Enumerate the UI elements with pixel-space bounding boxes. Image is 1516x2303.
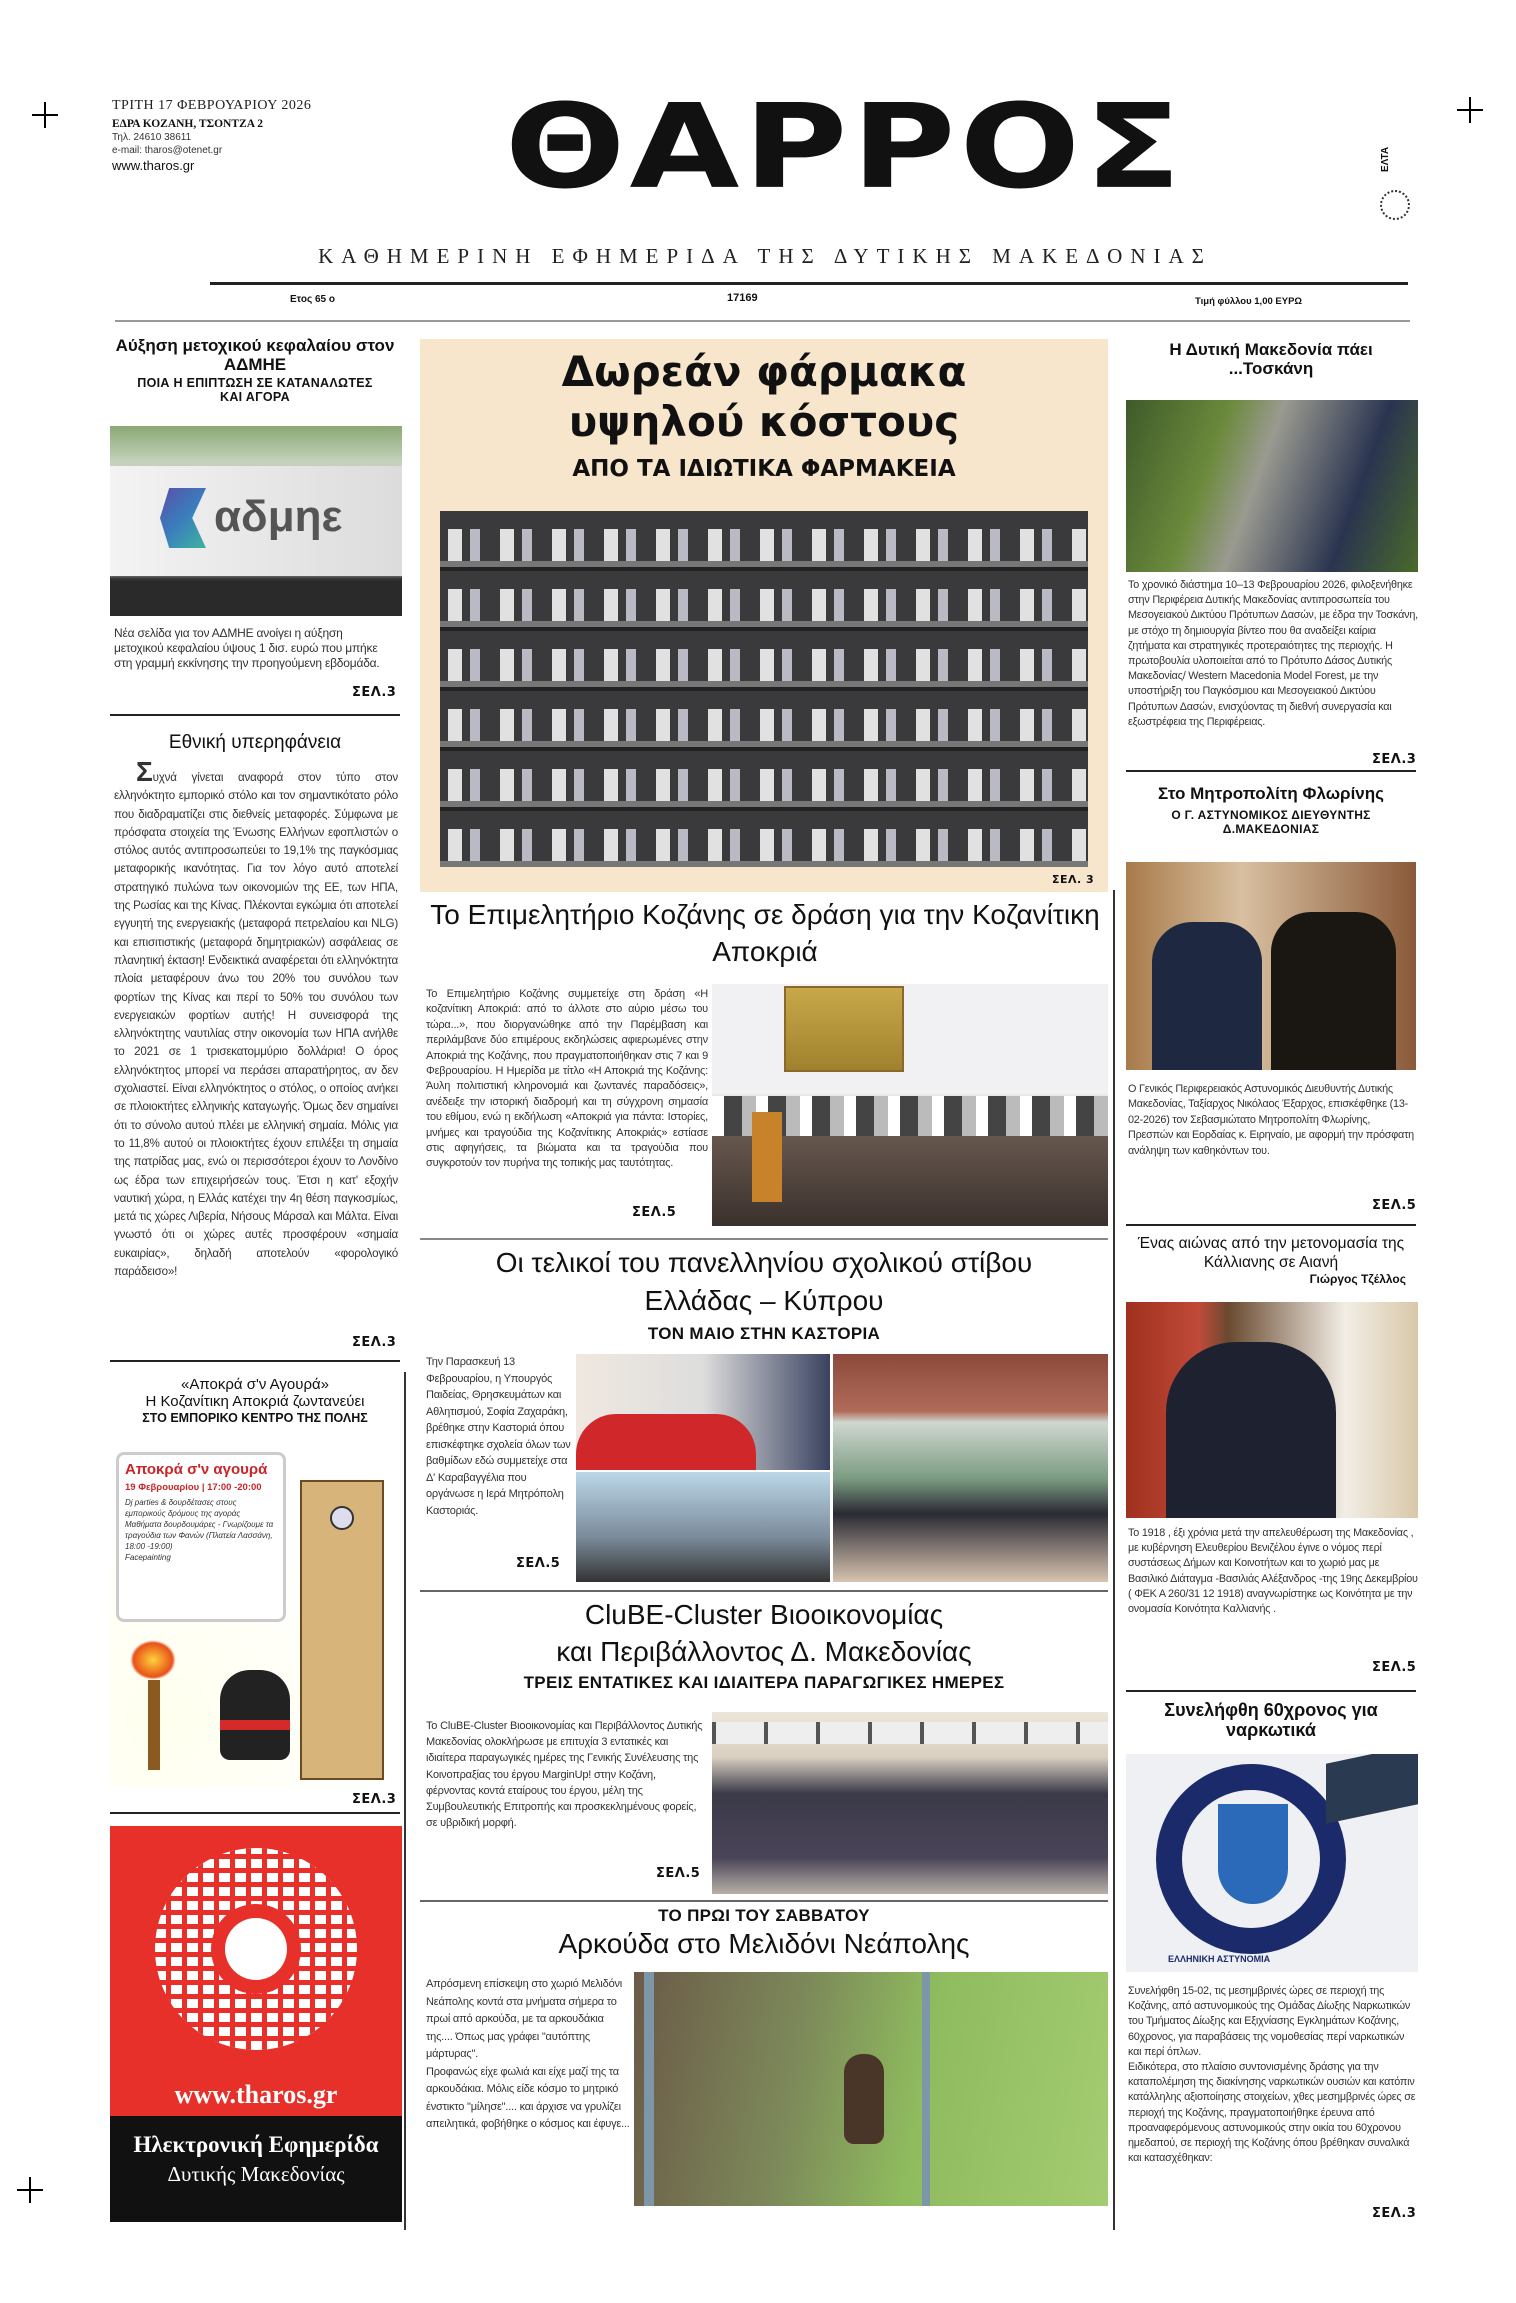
clube-subheadline: ΤΡΕΙΣ ΕΝΤΑΤΙΚΕΣ ΚΑΙ ΙΔΙΑΙΤΕΡΑ ΠΑΡΑΓΩΓΙΚΕΣ ΗΜΕΡΕΣ [523, 1673, 1005, 1692]
newspaper-logo: ΘΑΡΡΟΣ [504, 79, 1186, 215]
arrest-headline: Συνελήφθη 60χρονος για ναρκωτικά [1164, 1700, 1378, 1741]
police-shield-icon [1218, 1804, 1288, 1904]
masthead-info [112, 98, 392, 173]
florina-subheadline: Ο Γ. ΑΣΤΥΝΟΜΙΚΟΣ ΔΙΕΥΘΥΝΤΗΣ Δ.ΜΑΚΕΔΟΝΙΑΣ [1171, 808, 1371, 836]
page-ref[interactable]: ΣΕΛ.5 [632, 1205, 677, 1220]
elta-postal-logo: ΕΛΤΑ [1376, 128, 1412, 228]
tuscany-body: Το χρονικό διάστημα 10–13 Φεβρουαρίου 2026, φιλοξενήθηκε στην Περιφέρεια Δυτικής Μακεδονίας αντιπροσωπεία του Μεσογειακού Δικτύου Πρότυπων Δασών, με έδρα την Τοσκάνη, με στόχο τη δημιουργία βίντεο που θα αναδείξει καίρια ζητήματα και στρατηγικές προτεραιότητες της περιοχής. Η πρωτοβουλία υλοποιείται από το Πρότυπο Δάσος Δυτικής Μακεδονίας/ Western Macedonia Model Forest, με την υποστήριξη του Παγκόσμιου και Μεσογειακού Δικτύου Πρότυπων Δασών, ενισχύοντας τη διεθνή συνεργασία και εξωστρέφεια της Περιφέρειας. [1128, 579, 1418, 728]
clube-headline: CluBE-Cluster Βιοοικονομίας και Περιβάλλοντος Δ. Μακεδονίας [556, 1599, 972, 1667]
minister-school-photo-2 [576, 1472, 830, 1582]
article-admie[interactable] [110, 336, 400, 404]
page-ref[interactable]: ΣΕΛ.3 [352, 1335, 397, 1350]
aiani-body: Το 1918 , έξι χρόνια μετά την απελευθέρωση της Μακεδονίας , με κυβέρνηση Ελευθερίου Βενιζέλου έγινε ο νόμος περί συστάσεως Δήμων και Κοινοτήτων και το χωριό μας με Βασιλικό Διάταγμα -Βασιλιάς Αλέξανδρος -της 19ης Δεκεμβρίου ( ΦΕΚ Α 260/31 12 1918) αναγνωρίστηκε ως Κοινότητα με την ονομασία Κοινότητα Καλλιανής . [1128, 1527, 1418, 1616]
article-summary: Νέα σελίδα για τον ΑΔΜΗΕ ανοίγει η αύξηση μετοχικού κεφαλαίου ύψους 1 δισ. ευρώ που μπήκε στη γραμμή εκκίνησης την προηγούμενη εβδομάδα. [114, 626, 380, 671]
crop-mark [32, 102, 58, 128]
address: ΕΔΡΑ ΚΟΖΑΝΗ, ΤΣΟΝΤΖΑ 2 [112, 118, 263, 130]
fire-icon [130, 1640, 176, 1680]
clube-group-photo [712, 1712, 1108, 1894]
page-ref[interactable]: ΣΕΛ.3 [352, 1792, 397, 1807]
minister-school-photo-1 [576, 1354, 830, 1470]
florina-visit-photo [1126, 862, 1416, 1070]
lead-story[interactable] [420, 339, 1108, 892]
ad-url[interactable]: www.tharos.gr [174, 2080, 338, 2109]
bear-kicker: ΤΟ ΠΡΩΙ ΤΟΥ ΣΑΒΒΑΤΟΥ [658, 1906, 870, 1925]
apokria-poster [110, 1440, 402, 1788]
tagline: ΚΑΘΗΜΕΡΙΝΗ ΕΦΗΜΕΡΙΔΑ ΤΗΣ ΔΥΤΙΚΗΣ ΜΑΚΕΔΟΝΙΑΣ [318, 244, 1212, 268]
chamber-headline: Το Επιμελητήριο Κοζάνης σε δράση για την Κοζανίτικη Αποκριά [430, 899, 1100, 967]
phone: Τηλ. 24610 38611 [112, 132, 192, 143]
school-headline: Οι τελικοί του πανελληνίου σχολικού στίβου Ελλάδας – Κύπρου [495, 1247, 1033, 1316]
clube-body: Το CluBE-Cluster Βιοοικονομίας και Περιβάλλοντος Δυτικής Μακεδονίας ολοκλήρωσε με επιτυχία 3 εντατικές και ιδιαίτερα παραγωγικές ημέρες της Γενικής Συνέλευσης της Κοινοπραξίας του έργου MarginUp! στην Κοζάνη, φέρνοντας κοντά εταίρους του έργου, μέλη της Συμβουλευτικής Επιτροπής και προσκεκλημένους φορείς, σε υβριδική μορφή. [426, 1720, 703, 1830]
article-apokria[interactable]: «Αποκρά σ'ν Αγουρά» Η Κοζανίτικη Αποκριά ζωντανεύει ΣΤΟ ΕΜΠΟΡΙΚΟ ΚΕΝΤΡΟ ΤΗΣ ΠΟΛΗΣ [142, 1376, 368, 1425]
page-ref[interactable]: ΣΕΛ.5 [516, 1556, 561, 1571]
police-badge-photo: ΕΛΛΗΝΙΚΗ ΑΣΤΥΝΟΜΙΑ [1126, 1754, 1418, 1972]
florina-headline: Στο Μητροπολίτη Φλωρίνης [1158, 784, 1384, 803]
minister-school-photo-3 [833, 1354, 1108, 1582]
headline: Αύξηση μετοχικού κεφαλαίου στον ΑΔΜΗΕ [115, 336, 395, 375]
qr-circle-icon [155, 1848, 357, 2050]
issue-number: 17169 [727, 292, 758, 304]
page-ref[interactable]: ΣΕΛ.5 [1372, 1660, 1417, 1675]
clock-tower-illustration [300, 1480, 384, 1780]
postal-stamp-icon [1380, 190, 1410, 220]
tuscany-walk-photo [1126, 400, 1418, 572]
crop-mark [1457, 97, 1483, 123]
aiani-heading: Ένας αιώνας από την μετονομασία της Κάλλιανης σε Αιανή Γιώργος Τζέλλος [1126, 1234, 1416, 1286]
crop-mark [17, 2177, 43, 2203]
page-ref[interactable]: ΣΕΛ.5 [656, 1866, 701, 1881]
email: e-mail: tharos@otenet.gr [112, 145, 223, 156]
page-ref[interactable]: ΣΕΛ. 3 [1052, 873, 1095, 886]
chamber-body: Το Επιμελητήριο Κοζάνης συμμετείχε στη δράση «Η κοζανίτικη Αποκριά: από το άλλοτε στο αύριο μέσω του τώρα...», που διοργανώθηκε από την Παρέμβαση και περιλάμβανε δύο επιμέρους εκδηλώσεις αφιερωμένες στην Αποκριά της Κοζάνης, που πραγματοποιήθηκαν στις 7 και 9 Φεβρουαρίου. Η Ημερίδα με τίτλο «Η Αποκριά της Κοζάνης: Άυλη πολιτιστική κληρονομιά και ζωντανές παραδόσεις», ανέδειξε την ιστορική διαδρομή και τη σύγχρονη σημασία του εθίμου, ενώ η εκδήλωση «Αποκριά για πάντα: Ιστορίες, μνήμες και τραγούδια της Κοζανίτικης Αποκριάς» εστίασε στις αφηγήσεις, τα βιώματα και τα τραγούδια που συγκροτούν τον πυρήνα της τοπικής μας ταυτότητας. [426, 988, 708, 1170]
year-label: Ετος 65 ο [290, 294, 335, 305]
poster-card: Αποκρά σ'ν αγουρά 19 Φεβρουαρίου | 17:00 -20:00 Dj parties & δουρδέτασες στους εμπορικούς δρόμους της αγοράς Μαθήματα δουρδουμάρες - Γνωρίζουμε τα τραγούδια των Φανών (Πλατεία Λασσάνη, 18:00 -19:00) Facepainting [116, 1452, 286, 1622]
arrest-body: Συνελήφθη 15-02, τις μεσημβρινές ώρες σε περιοχή της Κοζάνης, από αστυνομικούς της Ομάδας Δίωξης Ναρκωτικών του Τμήματος Δίωξης και Εξιχνίασης Εγκλημάτων Κοζάνης, 60χρονος, για παραβάσεις της νομοθεσίας περί ναρκωτικών και περί όπλων. Ειδικότερα, στο πλαίσιο συντονισμένης δράσης για την καταπολέμηση της διακίνησης ναρκωτικών ουσιών και κατόπιν κατάλληλης αξιοποίησης στοιχείων, χθες μεσημβρινές ώρες σε περιοχή της Κοζάνης, πραγματοποιήθηκε έρευνα από προαναφερόμενους αστυνομικούς στην οικία του 60χρονου ημεδαπού, σε περιοχή της Κοζάνης όπου βρέθηκαν συναλικά και κατασχέθηκαν: [1128, 1985, 1416, 2165]
subheadline: ΠΟΙΑ Η ΕΠΙΠΤΩΣΗ ΣΕ ΚΑΤΑΝΑΛΩΤΕΣ ΚΑΙ ΑΓΟΡΑ [137, 376, 373, 405]
page-ref[interactable]: ΣΕΛ.3 [1372, 752, 1417, 767]
bear-headline: Αρκούδα στο Μελιδόνι Νεάπολης [558, 1928, 970, 1959]
author: Γιώργος Τζέλλος [1309, 1272, 1406, 1286]
page-ref[interactable]: ΣΕΛ.3 [352, 685, 397, 700]
headline: Εθνική υπερηφάνεια [168, 732, 342, 753]
bear-photo [634, 1972, 1108, 2206]
pharmacy-shelves-photo [440, 511, 1088, 867]
chamber-event-photo [712, 984, 1108, 1226]
aiani-portrait-photo [1126, 1302, 1418, 1518]
lead-headline: Δωρεάν φάρμακα υψηλού κόστους [561, 347, 967, 446]
lead-subheadline: ΑΠΟ ΤΑ ΙΔΙΩΤΙΚΑ ΦΑΡΜΑΚΕΙΑ [572, 456, 956, 482]
painting [784, 986, 904, 1072]
bear-body: Απρόσμενη επίσκεψη στο χωριό Μελιδόνι Νεάπολης κοντά στα μνήματα σήμερα το πρωί από αρκούδα, με τα αρκουδάκια της.... Όπως μας γράφει "αυτόπτης μάρτυρας". Προφανώς είχε φωλιά και είχε μαζί της τα αρκουδάκια. Μόλις είδε κόσμο το μητρικό ένστικτο "μίλησε".... και άρχισε να γρυλίζει απειλητικά, φοβήθηκε ο κόσμος και έφυγε... [426, 1978, 630, 2130]
website-link[interactable]: www.tharos.gr [112, 158, 195, 173]
tuscany-headline: Η Δυτική Μακεδονία πάει ...Τοσκάνη [1169, 340, 1373, 379]
school-subheadline: ΤΟΝ ΜΑΙΟ ΣΤΗΝ ΚΑΣΤΟΡΙΑ [647, 1324, 881, 1343]
admie-sign-photo: αδμηε [110, 426, 402, 616]
tharos-online-ad[interactable]: www.tharos.gr Ηλεκτρονική Εφημερίδα Δυτικής Μακεδονίας [110, 1826, 402, 2222]
issue-date: ΤΡΙΤΗ 17 ΦΕΒΡΟΥΑΡΙΟΥ 2026 [112, 98, 312, 113]
florina-body: Ο Γενικός Περιφερειακός Αστυνομικός Διευθυντής Δυτικής Μακεδονίας, Ταξίαρχος Νικόλαος Έξαρχος, επισκέφθηκε (13-02-2026) τον Σεβασμιώτατο Μητροπολίτη Φλωρίνης, Πρεσπών και Εορδαίας κ. Ειρηναίο, με αφορμή την πρόσφατη ανάληψη των καθηκόντων του. [1128, 1083, 1414, 1157]
page-ref[interactable]: ΣΕΛ.3 [1372, 2206, 1417, 2221]
page-ref[interactable]: ΣΕΛ.5 [1372, 1198, 1417, 1213]
price-label: Τιμή φύλλου 1,00 ΕΥΡΩ [1195, 296, 1303, 307]
school-body: Την Παρασκευή 13 Φεβρουαρίου, η Υπουργός Παιδείας, Θρησκευμάτων και Αθλητισμού, Σοφία Ζαχαράκη, βρέθηκε στην Καστοριά όπου επισκέφτηκε σχολεία όλων των βαθμίδων εδώ συμμετείχε στα Δ' Καραβαγγέλια που οργάνωσε η Ιερά Μητρόπολη Καστοριάς. [426, 1356, 571, 1517]
clock-icon [330, 1506, 354, 1530]
article-pride-body: Συχνά γίνεται αναφορά στον τύπο στον ελληνόκτητο εμπορικό στόλο και τον σημαντικότατο ρόλο που διαδραματίζει στις διεθνείς μεταφορές. Σύμφωνα με πρόσφατα στοιχεία της Ένωσης Ελλήνων εφοπλιστών ο στόλος αυτός αντιπροσωπεύει το 19,1% της παγκόσμιας μεταφορικής ικανότητας. Για τον λόγο αυτό αποτελεί στρατηγικό πυλώνα των οικονομιών της ΕΕ, των ΗΠΑ, της Ρωσίας και της Κίνας. Πλέκονται εγκώμια ότι αποτελεί εγγυητή της ενεργειακής (μεταφορά πετρελαίου και NLG) και επισιτιστικής (μεταφορά δημητριακών) ασφάλειας σε πλανητική έκταση! Ενδεικτικά αναφέρεται ότι ελληνόκτητα πλοία μεταφέρουν άνω του 20% του συνόλου των φορτίων της Κίνας και περί το 50% του συνόλου των ενεργειακών φορτίων αυτής! Η συνεισφορά της ελληνόκτητης ναυτιλίας στην οικονομία των ΗΠΑ ανήλθε το 2021 σε 1 τρισεκατομμύριο δολλάρια! Ο όρος ελληνόκτητος μπορεί να περάσει απαρατήρητος, αν δεν σχολιαστεί. Είναι ελληνόκτητος ο στόλος, ο οποίος ανήκει σε πλοιοκτήτες ελληνικής καταγωγής. Όμως δεν σημαίνει ότι το σύνολο αυτού πλέει με ελληνική σημαία. Μόλις για το 11,8% αυτού οι πλοιοκτήτες έχουν επιλέξει τη σημαία της πατρίδας μας, ενώ οι περισσότεροι έχουν το Λονδίνο ως έδρα των επιχειρήσεών τους. Έτσι η κατ' εξοχήν ναυτική χώρα, η Ελλάς κατέχει την 4η θέση παγκοσμίως, μετά τις χώρες Λιβερία, Νήσους Μάρσαλ και Μάλτα. Είναι γνωστό ότι οι χώρες αυτές προσφέρουν «σημαία ευκαιρίας», δηλαδή αποτελούν «φορολογικό παράδεισο»! [114, 756, 398, 1279]
drop-cap: Σ [136, 756, 153, 787]
podium [752, 1112, 782, 1202]
character-illustration [220, 1670, 290, 1760]
bear-figure [844, 2054, 884, 2144]
